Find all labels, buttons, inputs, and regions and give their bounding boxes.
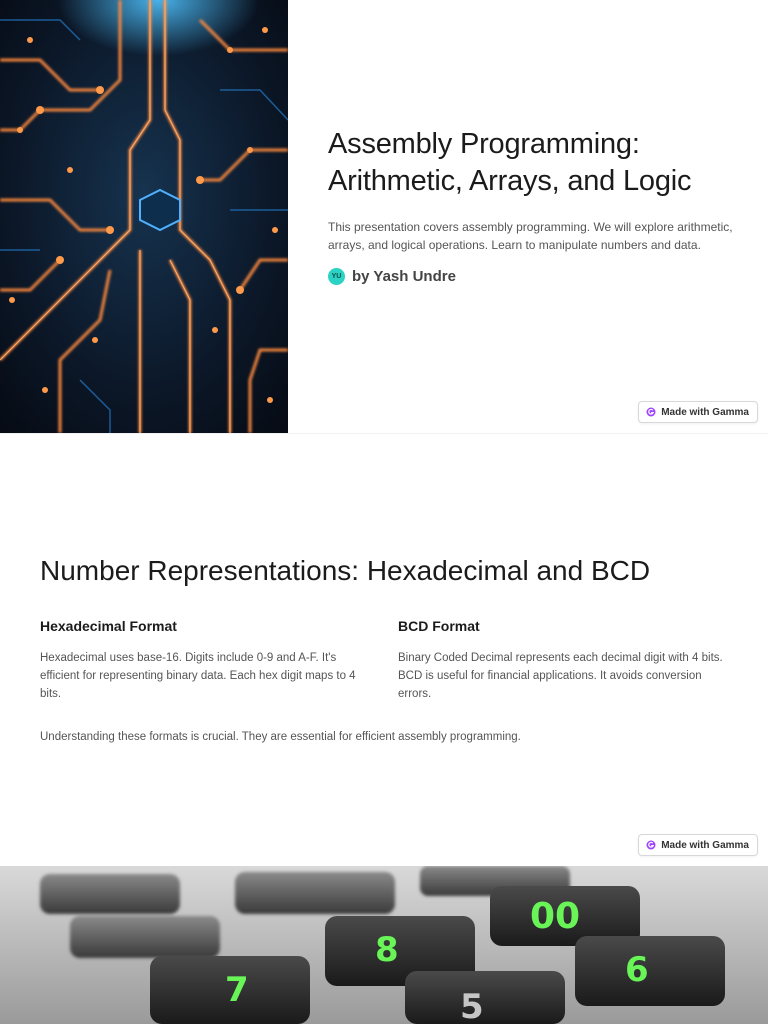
title-line-1: Assembly Programming: [328, 128, 640, 160]
made-with-gamma-button[interactable] [638, 401, 758, 423]
badge-label: Made with Gamma [661, 839, 749, 851]
slide-title: Number Representations: Hexadecimal and BCD [40, 555, 651, 586]
bcd-column [398, 617, 728, 703]
svg-text:7: 7 [225, 970, 249, 1010]
author-name: by Yash Undre [352, 268, 456, 285]
made-with-gamma-button[interactable] [638, 834, 758, 856]
slide-calculator [0, 866, 768, 1024]
slide-title [0, 0, 768, 433]
column-text: Hexadecimal uses base-16. Digits include 0-9 and A-F. It's efficient for representing binary data. Each hex digit maps to 4 bits. [40, 652, 356, 700]
slide-number-representations [0, 433, 768, 866]
hexadecimal-column [40, 617, 370, 703]
avatar: YU [328, 268, 345, 285]
calculator-keypad-image [0, 866, 768, 1024]
svg-text:5: 5 [460, 987, 484, 1024]
gamma-logo-icon [646, 407, 656, 417]
column-heading: Hexadecimal Format [40, 618, 177, 634]
svg-text:6: 6 [625, 950, 649, 990]
badge-label: Made with Gamma [661, 406, 749, 418]
svg-text:8: 8 [375, 930, 399, 970]
gamma-logo-icon [646, 840, 656, 850]
column-heading: BCD Format [398, 618, 480, 634]
svg-text:00: 00 [530, 896, 581, 937]
title-line-2: Arithmetic, Arrays, and Logic [328, 165, 692, 197]
author [328, 268, 738, 285]
circuit-board-image [0, 0, 288, 433]
presentation-description: This presentation covers assembly programming. We will explore arithmetic, arrays, and logical operations. Learn to manipulate numbers and data. [328, 220, 733, 252]
title-content [328, 126, 738, 285]
column-text: Binary Coded Decimal represents each decimal digit with 4 bits. BCD is useful for financial applications. It avoids conversion errors. [398, 652, 723, 700]
slide-footer-text: Understanding these formats is crucial. They are essential for efficient assembly programming. [40, 731, 521, 743]
presentation-title [328, 126, 738, 200]
